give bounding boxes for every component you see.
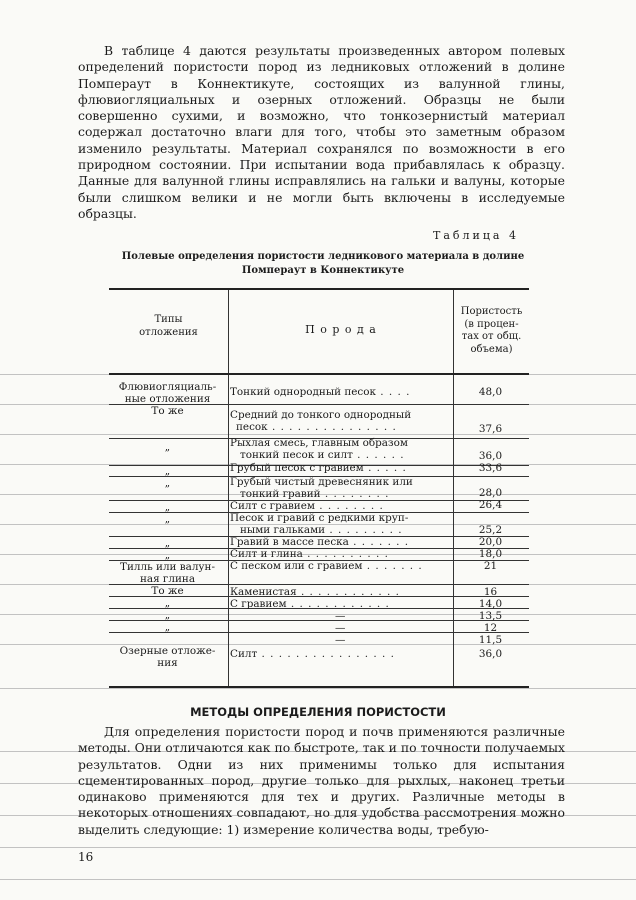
rock-cell-text: тонкий гравий	[240, 488, 321, 500]
rock-cell	[230, 463, 407, 475]
porosity-cell: 25,2	[478, 524, 503, 536]
type-cell: ния	[157, 657, 178, 669]
porosity-cell: 16	[483, 586, 498, 598]
rock-cell-text: Каменистая	[230, 586, 297, 598]
porosity-table	[109, 288, 529, 688]
type-cell: ные отложения	[124, 393, 211, 405]
rock-cell	[230, 599, 390, 611]
type-cell: „	[164, 537, 171, 549]
type-cell: „	[164, 477, 171, 489]
ruled-line	[0, 879, 636, 880]
type-cell: Озерные отложе-	[119, 645, 216, 657]
rock-cell	[240, 450, 405, 462]
table-caption-line: Полевые определения пористости ледникового материала в долине	[121, 251, 525, 262]
type-cell: То же	[151, 585, 184, 597]
rock-cell	[230, 561, 423, 573]
type-cell: „	[164, 465, 171, 477]
type-cell: ная глина	[139, 573, 196, 585]
rock-cell-text: Грубый песок с гравием	[230, 462, 364, 474]
rock-cell: Рыхлая смесь, главным образом	[230, 437, 408, 449]
porosity-cell: 12	[483, 622, 498, 634]
rock-cell: —	[335, 622, 346, 634]
column-divider	[228, 290, 229, 686]
type-cell: Тилль или валун-	[120, 561, 215, 573]
rock-cell-text: Силт с гравием	[230, 500, 315, 512]
header-divider	[109, 373, 529, 375]
porosity-cell: 20,0	[478, 536, 503, 548]
page-number: 16	[78, 850, 94, 864]
dot-leader: . . . . . . . .	[320, 488, 390, 500]
header-text: Пористость	[460, 306, 523, 317]
header-text: тах от общ.	[461, 331, 522, 342]
porosity-cell: 37,6	[478, 423, 503, 435]
porosity-cell: 13,5	[478, 610, 503, 622]
dot-leader: . . . . .	[363, 462, 407, 474]
header-text: отложения	[139, 326, 198, 338]
type-cell: „	[164, 501, 171, 513]
type-cell: То же	[151, 405, 184, 417]
dot-leader: . . . . . . . . . .	[302, 548, 389, 560]
type-cell: Флювиогляциаль-	[118, 381, 217, 393]
porosity-cell: 14,0	[478, 598, 503, 610]
header-type	[109, 314, 228, 339]
rock-cell: —	[335, 634, 346, 646]
rock-cell-text: песок	[236, 421, 268, 433]
table-caption	[100, 250, 546, 278]
porosity-cell: 18,0	[478, 548, 503, 560]
porosity-cell: 28,0	[478, 487, 503, 499]
rock-cell-text: Гравий в массе песка	[230, 536, 349, 548]
porosity-cell: 36,0	[478, 450, 503, 462]
porosity-cell: 36,0	[478, 648, 503, 660]
type-cell: „	[164, 621, 171, 633]
type-cell: „	[164, 609, 171, 621]
rock-cell	[230, 387, 410, 399]
porosity-cell: 21	[483, 560, 498, 572]
header-text: объема)	[470, 343, 513, 355]
table-label: Таблица 4	[433, 229, 519, 242]
table-caption-line: Помпераут в Коннектикуте	[241, 265, 405, 276]
dot-leader: . . . . . . . . . . . .	[286, 598, 390, 610]
rock-cell-text: Силт	[230, 648, 258, 660]
rock-cell: Песок и гравий с редкими круп-	[230, 512, 409, 524]
dot-leader: . . . . . . .	[362, 560, 423, 572]
section-title: МЕТОДЫ ОПРЕДЕЛЕНИЯ ПОРИСТОСТИ	[190, 705, 446, 719]
rock-cell	[230, 649, 395, 661]
dot-leader: . . . . . .	[352, 449, 405, 461]
porosity-cell: 26,4	[478, 499, 503, 511]
header-text: Типы	[154, 314, 183, 325]
intro-paragraph: В таблице 4 даются результаты произведенных автором полевых определений пористости пород из ледниковых отложений в долине Помпераут в Коннектикуте, состоящих из валунной глины, флювиогляциальных и озерных отложений. Образцы не были совершенно сухими, и возможно, что тонкозернистый материал содержал достаточно влаги для того, чтобы это заметным образом изменило результаты. Материал сохранялся по возможности в его природном состоянии. При испытании вода прибавлялась к образцу. Данные для валунной глины исправлялись на гальки и валуны, которые были слишком велики и не могли быть включены в исследуемые образцы.	[78, 43, 565, 221]
rock-cell	[236, 422, 397, 434]
type-cell: „	[164, 597, 171, 609]
porosity-cell: 33,6	[478, 462, 503, 474]
header-porosity	[454, 306, 529, 356]
dot-leader: . . . . . . .	[348, 536, 410, 548]
methods-paragraph: Для определения пористости пород и почв применяются различные методы. Они отличаются как по быстроте, так и по точности получаемых результатов. Одни из них применимы только для испытания сцементированных пород, другие только для рыхлых, наконец третьи одинаково применяются для тех и других. Различные методы в некоторых отношениях совпадают, но для удобства рассмотрения можно выделить следующие: 1) измерение количества воды, требую-	[78, 724, 565, 837]
rock-cell: Средний до тонкого однородный	[230, 409, 412, 421]
porosity-cell: 11,5	[478, 634, 503, 646]
ruled-line	[0, 847, 636, 848]
rock-cell-text: Силт и глина	[230, 548, 303, 560]
dot-leader: . . . .	[375, 386, 411, 398]
dot-leader: . . . . . . . .	[314, 500, 384, 512]
rock-cell-text: Тонкий однородный песок	[230, 386, 376, 398]
dot-leader: . . . . . . . . . . . .	[296, 586, 400, 598]
rock-cell-text: ными гальками	[240, 524, 326, 536]
header-text: (в процен-	[464, 318, 519, 330]
rock-cell-text: тонкий песок и силт	[240, 449, 353, 461]
type-cell: „	[164, 441, 171, 453]
type-cell: „	[164, 549, 171, 561]
rock-cell-text: С песком или с гравием	[230, 560, 363, 572]
rock-cell-text: С гравием	[230, 598, 287, 610]
type-cell: „	[164, 513, 171, 525]
ruled-line	[0, 688, 636, 689]
rock-cell: Грубый чистый древесняник или	[230, 476, 413, 488]
dot-leader: . . . . . . . . . . . . . . . .	[257, 648, 395, 660]
dot-leader: . . . . . . . . .	[325, 524, 403, 536]
dot-leader: . . . . . . . . . . . . . . .	[267, 421, 397, 433]
porosity-cell: 48,0	[478, 386, 503, 398]
header-rock: П о р о д а	[305, 323, 377, 336]
rock-cell: —	[335, 610, 346, 622]
